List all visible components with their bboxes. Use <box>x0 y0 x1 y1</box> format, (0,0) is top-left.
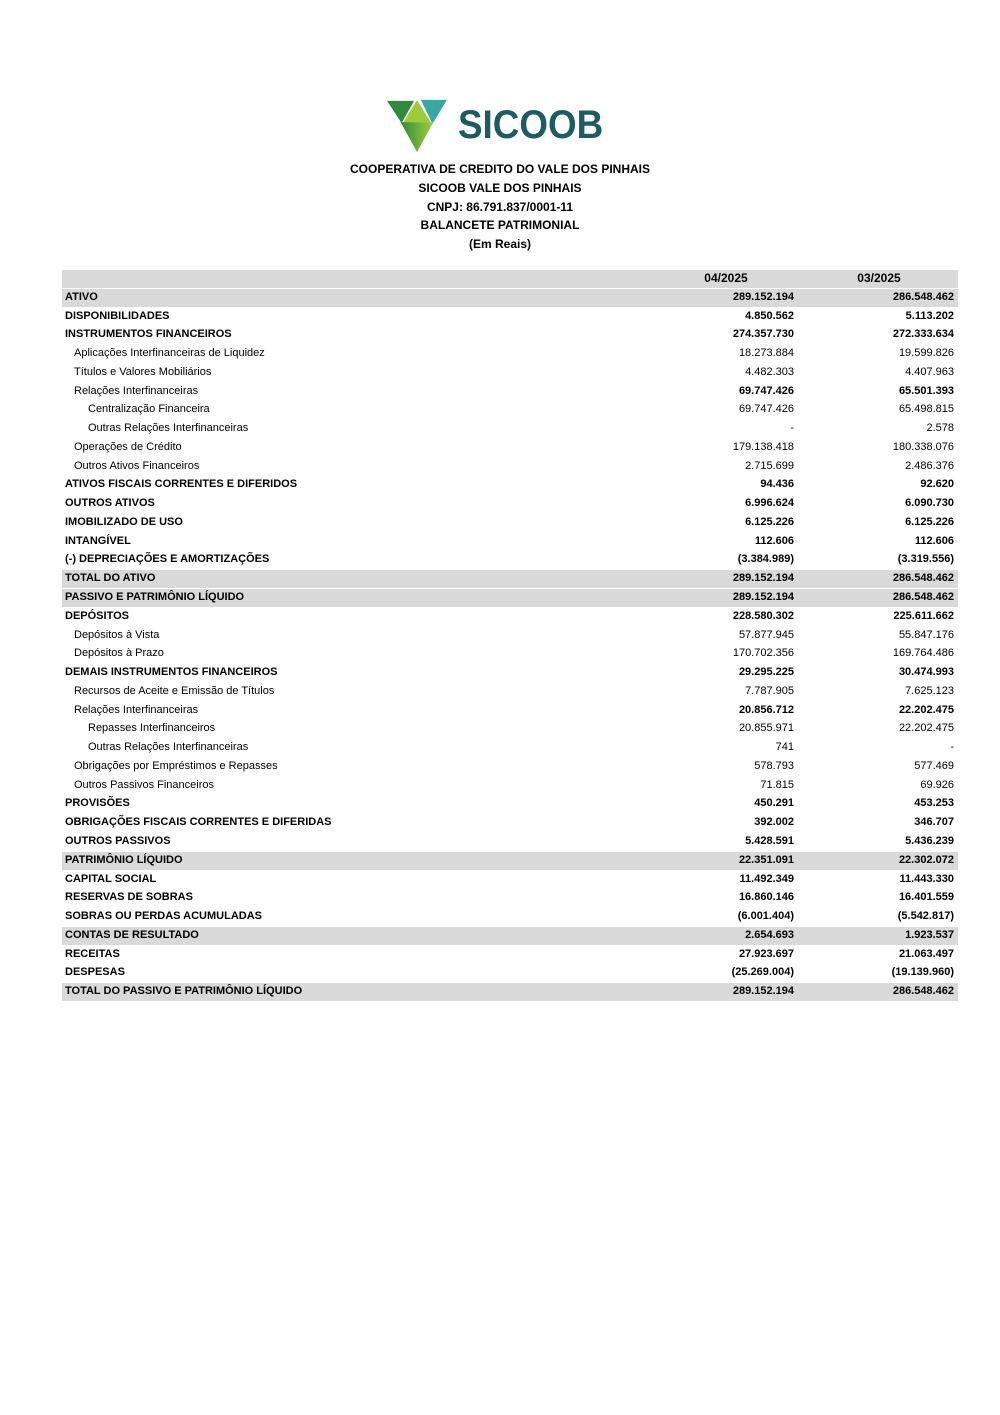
value-current: 289.152.194 <box>732 290 794 303</box>
column-header-current: 04/2025 <box>704 271 748 285</box>
account-label: DEMAIS INSTRUMENTOS FINANCEIROS <box>65 666 278 679</box>
currency-note: (Em Reais) <box>468 237 532 252</box>
table-row <box>62 702 958 721</box>
column-header-previous: 03/2025 <box>857 271 901 285</box>
account-label: OBRIGAÇÕES FISCAIS CORRENTES E DIFERIDAS <box>65 816 332 829</box>
account-label: SOBRAS OU PERDAS ACUMULADAS <box>65 910 262 923</box>
table-row <box>62 589 958 608</box>
value-previous: 30.474.993 <box>898 666 954 679</box>
value-current: 94.436 <box>760 478 794 491</box>
account-label: Outras Relações Interfinanceiras <box>88 422 249 435</box>
value-previous: (19.139.960) <box>891 966 954 979</box>
value-previous: 55.847.176 <box>898 628 954 641</box>
value-current: 22.351.091 <box>738 853 794 866</box>
table-row <box>62 664 958 683</box>
value-previous: 65.501.393 <box>898 384 954 397</box>
table-row <box>62 777 958 796</box>
table-row <box>62 927 958 946</box>
value-previous: 2.578 <box>926 422 954 435</box>
account-label: Recursos de Aceite e Emissão de Títulos <box>74 684 275 697</box>
table-row <box>62 645 958 664</box>
table-row <box>62 458 958 477</box>
value-previous: 22.202.475 <box>898 703 954 716</box>
account-label: DISPONIBILIDADES <box>65 309 170 322</box>
value-previous: 286.548.462 <box>892 572 954 585</box>
value-current: (25.269.004) <box>731 966 794 979</box>
value-current: 6.125.226 <box>745 515 794 528</box>
account-label: CAPITAL SOCIAL <box>65 872 157 885</box>
table-row <box>62 364 958 383</box>
value-previous: 169.764.486 <box>892 647 954 660</box>
table-row <box>62 758 958 777</box>
value-current: 16.860.146 <box>738 891 794 904</box>
table-row <box>62 608 958 627</box>
table-row <box>62 627 958 646</box>
value-previous: 4.407.963 <box>905 365 954 378</box>
value-previous: 112.606 <box>914 534 954 547</box>
sicoob-chevron-icon <box>385 97 449 153</box>
value-previous: (5.542.817) <box>897 910 954 923</box>
table-row <box>62 476 958 495</box>
account-label: Repasses Interfinanceiros <box>88 722 216 735</box>
value-previous: 5.113.202 <box>905 309 954 322</box>
balance-table-body <box>62 289 958 1002</box>
account-label: TOTAL DO ATIVO <box>65 572 156 585</box>
value-current: 5.428.591 <box>745 834 794 847</box>
value-previous: 7.625.123 <box>905 684 954 697</box>
account-label: RESERVAS DE SOBRAS <box>65 891 193 904</box>
value-previous: 22.302.072 <box>898 853 954 866</box>
table-row <box>62 739 958 758</box>
value-current: 274.357.730 <box>732 328 794 341</box>
account-label: INSTRUMENTOS FINANCEIROS <box>65 328 232 341</box>
value-previous: 1.923.537 <box>905 928 954 941</box>
value-current: 289.152.194 <box>732 591 794 604</box>
value-previous: 272.333.634 <box>892 328 954 341</box>
table-row <box>62 871 958 890</box>
account-label: Aplicações Interfinanceiras de Liquidez <box>74 347 265 360</box>
account-label: Outras Relações Interfinanceiras <box>88 741 249 754</box>
value-previous: 6.125.226 <box>905 515 954 528</box>
table-row <box>62 420 958 439</box>
account-label: PATRIMÔNIO LÍQUIDO <box>65 853 183 866</box>
table-row <box>62 814 958 833</box>
value-previous: - <box>950 741 954 754</box>
value-previous: 286.548.462 <box>892 290 954 303</box>
table-row <box>62 308 958 327</box>
value-current: 11.492.349 <box>739 872 794 885</box>
account-label: Relações Interfinanceiras <box>74 703 199 716</box>
table-header-row <box>62 270 958 289</box>
value-previous: 180.338.076 <box>892 440 954 453</box>
value-current: 112.606 <box>754 534 794 547</box>
account-label: RECEITAS <box>65 947 120 960</box>
account-label: ATIVO <box>65 290 98 303</box>
value-current: 450.291 <box>754 797 794 810</box>
account-label: OUTROS PASSIVOS <box>65 834 171 847</box>
table-row <box>62 570 958 589</box>
value-previous: 2.486.376 <box>905 459 954 472</box>
value-previous: 92.620 <box>920 478 954 491</box>
account-label: Centralização Financeira <box>88 403 210 416</box>
value-current: 29.295.225 <box>738 666 794 679</box>
value-current: 7.787.905 <box>745 684 794 697</box>
value-current: 69.747.426 <box>738 384 794 397</box>
report-title: BALANCETE PATRIMONIAL <box>420 218 580 233</box>
value-current: 179.138.418 <box>732 440 794 453</box>
coop-name: COOPERATIVA DE CREDITO DO VALE DOS PINHAIS <box>349 162 651 176</box>
value-previous: (3.319.556) <box>897 553 954 566</box>
value-previous: 286.548.462 <box>892 591 954 604</box>
value-previous: 346.707 <box>914 816 954 829</box>
value-current: 18.273.884 <box>738 347 794 360</box>
value-current: 741 <box>775 741 794 754</box>
account-label: OUTROS ATIVOS <box>65 497 155 510</box>
account-label: INTANGÍVEL <box>65 534 131 547</box>
table-row <box>62 345 958 364</box>
value-previous: 22.202.475 <box>898 722 954 735</box>
value-current: 289.152.194 <box>732 985 794 998</box>
value-current: 4.850.562 <box>745 309 794 322</box>
value-current: 20.855.971 <box>738 722 794 735</box>
account-label: PASSIVO E PATRIMÔNIO LÍQUIDO <box>65 591 245 604</box>
balance-table <box>62 270 958 1002</box>
value-current: 27.923.697 <box>738 947 794 960</box>
table-row <box>62 401 958 420</box>
account-label: Outros Passivos Financeiros <box>74 778 214 791</box>
account-label: Obrigações por Empréstimos e Repasses <box>74 759 278 772</box>
value-current: 6.996.624 <box>745 497 794 510</box>
account-label: DEPÓSITOS <box>65 609 129 622</box>
account-label: TOTAL DO PASSIVO E PATRIMÔNIO LÍQUIDO <box>65 985 303 998</box>
value-previous: 577.469 <box>914 759 954 772</box>
coop-short-name: SICOOB VALE DOS PINHAIS <box>418 180 582 195</box>
value-previous: 16.401.559 <box>898 891 954 904</box>
value-previous: 6.090.730 <box>905 497 954 510</box>
table-row <box>62 383 958 402</box>
value-current: - <box>790 422 794 435</box>
table-row <box>62 908 958 927</box>
table-row <box>62 720 958 739</box>
table-row <box>62 289 958 308</box>
account-label: Operações de Crédito <box>74 440 182 453</box>
value-previous: 453.253 <box>914 797 954 810</box>
account-label: ATIVOS FISCAIS CORRENTES E DIFERIDOS <box>65 478 298 491</box>
account-label: IMOBILIZADO DE USO <box>65 515 183 528</box>
value-previous: 21.063.497 <box>898 947 954 960</box>
table-row <box>62 889 958 908</box>
document-header <box>0 160 1000 254</box>
value-current: 2.715.699 <box>745 459 794 472</box>
account-label: Outros Ativos Financeiros <box>74 459 200 472</box>
account-label: (-) DEPRECIAÇÕES E AMORTIZAÇÕES <box>65 553 270 566</box>
value-current: 4.482.303 <box>745 365 794 378</box>
value-current: 57.877.945 <box>738 628 794 641</box>
table-row <box>62 533 958 552</box>
value-current: (6.001.404) <box>737 910 794 923</box>
value-current: 20.856.712 <box>738 703 794 716</box>
account-label: Relações Interfinanceiras <box>74 384 199 397</box>
cnpj: CNPJ: 86.791.837/0001-11 <box>426 199 574 214</box>
value-previous: 69.926 <box>920 778 954 791</box>
account-label: PROVISÕES <box>65 797 130 810</box>
table-row <box>62 946 958 965</box>
value-previous: 286.548.462 <box>892 985 954 998</box>
value-previous: 11.443.330 <box>899 872 954 885</box>
value-current: 578.793 <box>754 759 794 772</box>
table-row <box>62 551 958 570</box>
brand-wordmark: SICOOB <box>457 103 603 147</box>
table-row <box>62 833 958 852</box>
account-label: CONTAS DE RESULTADO <box>65 928 199 941</box>
value-current: 289.152.194 <box>732 572 794 585</box>
account-label: Depósitos à Prazo <box>74 647 164 660</box>
value-previous: 19.599.826 <box>898 347 954 360</box>
table-row <box>62 795 958 814</box>
value-current: 392.002 <box>754 816 794 829</box>
value-current: 228.580.302 <box>732 609 794 622</box>
logo <box>0 97 1000 153</box>
table-row <box>62 439 958 458</box>
account-label: Depósitos à Vista <box>74 628 160 641</box>
table-row <box>62 983 958 1002</box>
table-row <box>62 683 958 702</box>
account-label: DESPESAS <box>65 966 125 979</box>
table-row <box>62 326 958 345</box>
account-label: Títulos e Valores Mobiliários <box>74 365 212 378</box>
value-previous: 5.436.239 <box>905 834 954 847</box>
table-row <box>62 852 958 871</box>
table-row <box>62 495 958 514</box>
table-row <box>62 964 958 983</box>
table-row <box>62 514 958 533</box>
value-current: 2.654.693 <box>745 928 794 941</box>
value-current: 71.815 <box>760 778 794 791</box>
value-current: (3.384.989) <box>737 553 794 566</box>
value-previous: 225.611.662 <box>893 609 954 622</box>
value-current: 69.747.426 <box>738 403 794 416</box>
value-previous: 65.498.815 <box>898 403 954 416</box>
value-current: 170.702.356 <box>732 647 794 660</box>
